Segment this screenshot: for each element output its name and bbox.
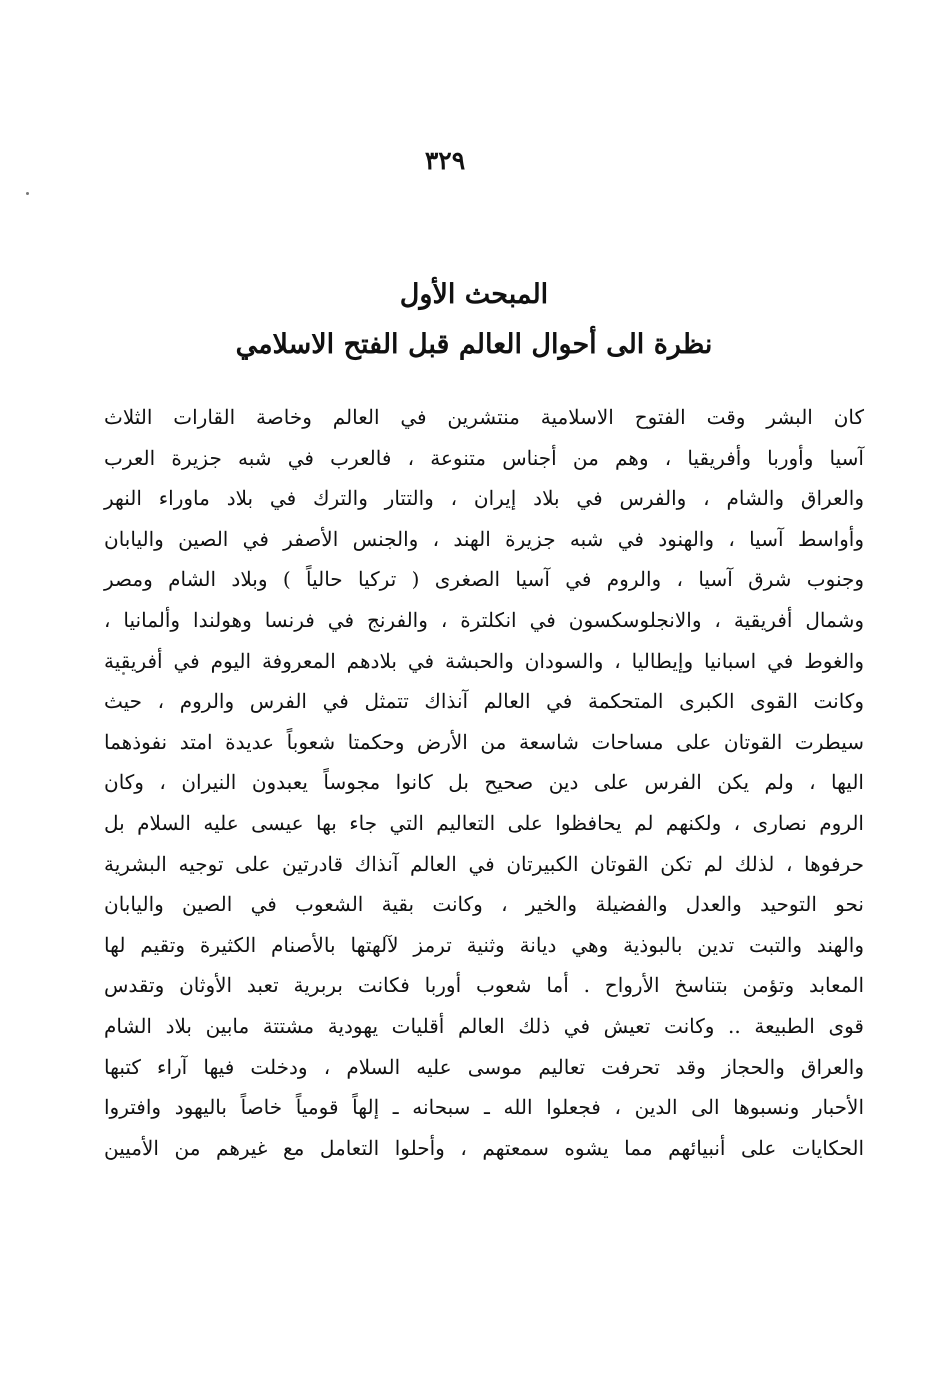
text-line: والهند والتبت تدين بالبوذية وهي ديانة وثنية ترمز لآلهتها بالأصنام الكثيرة وتقيم لها xyxy=(104,932,864,957)
text-line: والعراق والحجاز وقد تحرفت تعاليم موسى عليه السلام ، ودخلت فيها آراء كتبها xyxy=(104,1054,864,1079)
text-line: والعراق والشام ، والفرس في بلاد إيران ، والتتار والترك في بلاد ماوراء النهر xyxy=(104,486,864,511)
text-line: وأواسط آسيا ، والهنود في شبه جزيرة الهند ، والجنس الأصفر في الصين واليابان xyxy=(104,526,864,551)
text-line: كان البشر وقت الفتوح الاسلامية منتشرين في العالم وخاصة القارات الثلاث xyxy=(104,405,864,429)
text-line: وشمال أفريقية ، والانجلوسكسون في انكلترة ، والفرنج في فرنسا وهولندا وألمانيا ، xyxy=(104,607,864,632)
text-line: المعابد وتؤمن بتناسخ الأرواح . أما شعوب أوربا فكانت بربرية تعبد الأوثان وتقدس xyxy=(104,973,864,998)
chapter-title: المبحث الأول xyxy=(399,279,549,310)
text-line: حرفوها ، لذلك لم تكن القوتان الكبيرتان في العالم آنذاك قادرتين على توجيه البشرية xyxy=(104,851,864,876)
text-line: سيطرت القوتان على مساحات شاسعة من الأرض وحكمتا شعوباً عديدة امتد نفوذهما xyxy=(104,729,864,754)
text-line: الأحبار ونسبوها الى الدين ، فجعلوا الله ـ سبحانه ـ إلهاً قومياً خاصاً باليهود وافتروا xyxy=(104,1095,864,1120)
text-line: اليها ، ولم يكن الفرس على دين صحيح بل كانوا مجوساً يعبدون النيران ، وكان xyxy=(104,770,864,795)
chapter-subtitle: نظرة الى أحوال العالم قبل الفتح الاسلامي xyxy=(235,329,713,360)
text-line: قوى الطبيعة .. وكانت تعيش في ذلك العالم أقليات يهودية مشتتة مابين بلاد الشام xyxy=(104,1013,864,1038)
text-line: نحو التوحيد والعدل والفضيلة والخير ، وكانت بقية الشعوب في الصين واليابان xyxy=(104,892,864,917)
text-line: وكانت القوى الكبرى المتحكمة في العالم آنذاك تتمثل في الفرس والروم ، حيث xyxy=(104,689,864,714)
text-line: وجنوب شرق آسيا ، والروم في آسيا الصغرى ( تركيا حالياً ) وبلاد الشام ومصر xyxy=(104,567,864,592)
page-number: ٣٢٩ xyxy=(424,146,466,175)
body-paragraph xyxy=(104,397,864,1168)
scan-speck xyxy=(26,192,29,195)
text-line: والغوط في اسبانيا وإيطاليا ، والسودان والحبشة في بلادهم المعروفة اليوم في أفريقية xyxy=(104,648,864,673)
text-line: الروم نصارى ، ولكنهم لم يحافظوا على التعاليم التي جاء بها عيسى عليه السلام بل xyxy=(104,810,864,835)
text-line: آسيا وأوربا وأفريقيا ، وهم من أجناس متنوعة ، فالعرب في شبه جزيرة العرب xyxy=(104,445,864,470)
text-line: الحكايات على أنبيائهم مما يشوه سمعتهم ، وأحلوا التعامل مع غيرهم من الأميين xyxy=(104,1135,864,1160)
